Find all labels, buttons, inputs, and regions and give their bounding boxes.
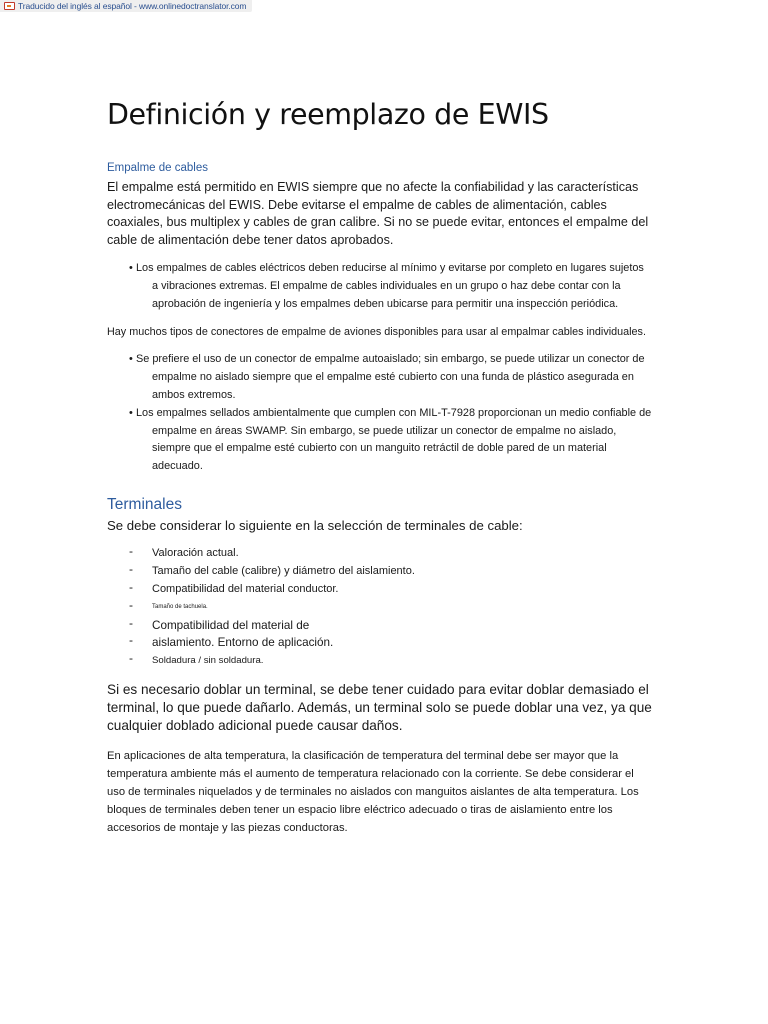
paragraph-intro: El empalme está permitido en EWIS siempre que no afecte la confiabilidad y las características electromecánicas del EWIS. Debe evitarse el empalme de cables de alimentación, cables coaxiales, bus multiplex y cables de gran calibre. Si no se puede evitar, entonces el empalme del cable de alimentación debe tener datos aprobados.	[107, 180, 649, 247]
paragraph-conectores: Hay muchos tipos de conectores de empalme de aviones disponibles para usar al empalmar cables individuales.	[107, 325, 646, 338]
page-title: Definición y reemplazo de EWIS	[107, 98, 549, 131]
translation-banner[interactable]	[0, 0, 252, 12]
list-item: - Soldadura / sin soldadura.	[107, 652, 652, 670]
translation-banner-text[interactable]: Traducido del inglés al español - www.onlinedoctranslator.com	[18, 1, 247, 11]
translate-icon	[4, 2, 15, 10]
list-item: - aislamiento. Entorno de aplicación.	[107, 634, 652, 652]
list-item: - Compatibilidad del material conductor.	[107, 581, 652, 599]
list-item: - Tamaño del cable (calibre) y diámetro del aislamiento.	[107, 563, 652, 581]
paragraph-alta-temperatura: En aplicaciones de alta temperatura, la clasificación de temperatura del terminal debe ser mayor que la temperatura ambiente más el aumento de temperatura relacionado con la corriente. Se debe considerar el uso de terminales niquelados y de terminales no aislados con manguitos aislantes de alta temperatura. Los bloques de terminales deben tener un espacio libre eléctrico adecuado o tiras de aislamiento entre los accesorios de montaje y las piezas conductoras.	[107, 750, 639, 835]
dash-list	[107, 545, 652, 670]
list-item: - Compatibilidad del material de	[107, 617, 652, 635]
list-item: • Los empalmes de cables eléctricos deben reducirse al mínimo y evitarse por completo en lugares sujetos a vibraciones extremas. El empalme de cables individuales en un grupo o haz debe contar con la aprobación de ingeniería y los empalmes deben ubicarse para permitir una inspección periódica.	[107, 260, 652, 313]
section-heading-terminales: Terminales	[107, 495, 182, 513]
list-item: - Valoración actual.	[107, 545, 652, 563]
bullet-list-2	[107, 351, 652, 476]
list-item: - Tamaño de tachuela.	[107, 599, 652, 617]
list-item: • Se prefiere el uso de un conector de empalme autoaislado; sin embargo, se puede utilizar un conector de empalme no aislado siempre que el empalme esté cubierto con una funda de plástico asegurada en ambos extremos.	[107, 351, 652, 404]
paragraph-terminales-lead: Se debe considerar lo siguiente en la selección de terminales de cable:	[107, 517, 523, 533]
document-body	[107, 96, 652, 837]
paragraph-doblado: Si es necesario doblar un terminal, se debe tener cuidado para evitar doblar demasiado el terminal, lo que puede dañarlo. Además, un terminal solo se puede doblar una vez, ya que cualquier doblado adicional puede causar daños.	[107, 682, 652, 734]
list-item: • Los empalmes sellados ambientalmente que cumplen con MIL-T-7928 proporcionan un medio confiable de empalme en áreas SWAMP. Sin embargo, se puede utilizar un conector de empalme no aislado, siempre que el empalme esté cubierto con un manguito retráctil de doble pared de un material adecuado.	[107, 405, 652, 476]
bullet-list-1	[107, 260, 652, 313]
section-heading-empalme: Empalme de cables	[107, 162, 208, 174]
